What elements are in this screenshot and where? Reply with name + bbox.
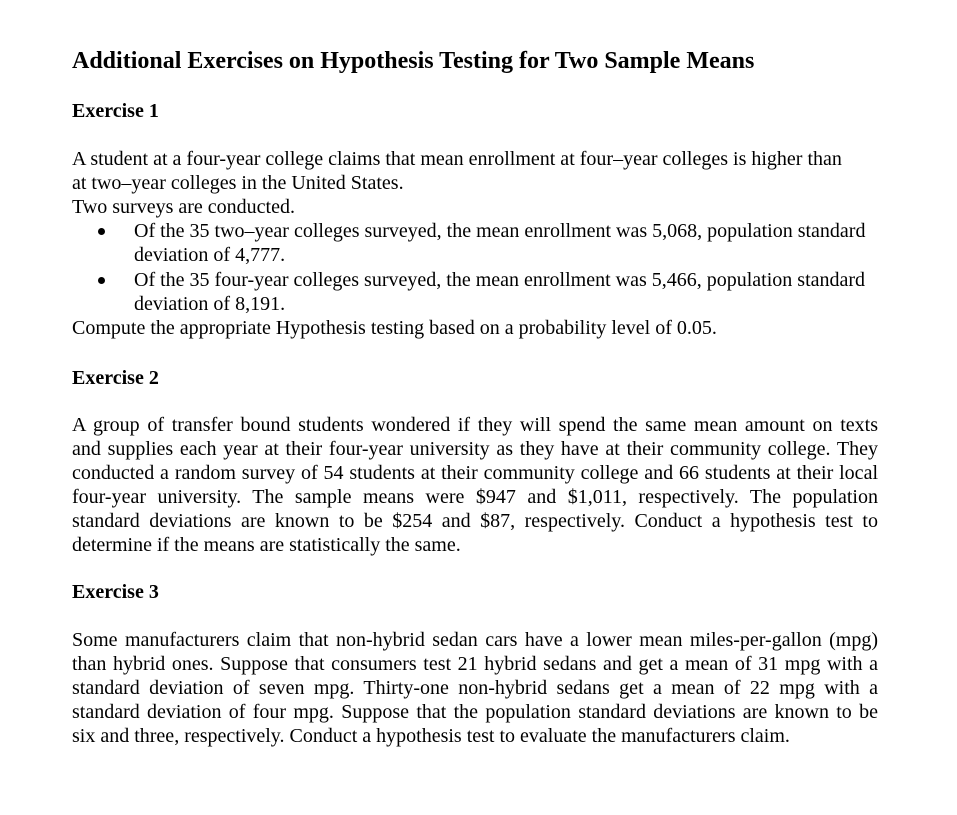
exercise-3-body: [72, 628, 878, 748]
exercise-2-heading: Exercise 2: [72, 367, 159, 389]
exercise-3-heading: Exercise 3: [72, 581, 159, 603]
exercise-1-intro-line: at two–year colleges in the United States.: [72, 172, 404, 194]
bullet-line: deviation of 8,191.: [134, 293, 286, 315]
exercise-1-setup: Two surveys are conducted.: [72, 196, 295, 218]
exercise-2-line: and supplies each year at their four-year university as they have at their community college. They: [72, 438, 878, 460]
exercise-2-line: conducted a random survey of 54 students at their community college and 66 students at their local: [72, 462, 878, 484]
bullet-item: [98, 219, 882, 267]
bullet-icon: [98, 277, 105, 284]
bullet-line: Of the 35 four-year colleges surveyed, the mean enrollment was 5,466, population standard: [134, 269, 866, 291]
bullet-item: [98, 268, 882, 316]
exercise-3-line: Some manufacturers claim that non-hybrid sedan cars have a lower mean miles-per-gallon (mpg): [72, 629, 878, 651]
exercise-3-line: standard deviation of seven mpg. Thirty-one non-hybrid sedans get a mean of 22 mpg with a: [72, 677, 878, 699]
exercise-2-line: A group of transfer bound students wondered if they will spend the same mean amount on texts: [72, 414, 878, 436]
exercise-1-intro: [72, 147, 878, 219]
exercise-2-body: [72, 413, 878, 557]
bullet-line: deviation of 4,777.: [134, 244, 286, 266]
bullet-line: Of the 35 two–year colleges surveyed, the mean enrollment was 5,068, population standard: [134, 220, 866, 242]
exercise-2-line: four-year university. The sample means were $947 and $1,011, respectively. The population: [72, 486, 878, 508]
exercise-1-bullet-list: [98, 219, 882, 317]
exercise-3-line: than hybrid ones. Suppose that consumers test 21 hybrid sedans and get a mean of 31 mpg with a: [72, 653, 878, 675]
document-title: Additional Exercises on Hypothesis Testing for Two Sample Means: [72, 48, 755, 74]
exercise-3-line: six and three, respectively. Conduct a hypothesis test to evaluate the manufacturers claim.: [72, 725, 790, 747]
bullet-icon: [98, 228, 105, 235]
exercise-2-line: standard deviations are known to be $254 and $87, respectively. Conduct a hypothesis test to: [72, 510, 878, 532]
exercise-1-heading: Exercise 1: [72, 100, 159, 122]
exercise-2-line: determine if the means are statistically the same.: [72, 534, 461, 556]
exercise-1-intro-line: A student at a four-year college claims that mean enrollment at four–year colleges is higher than: [72, 148, 842, 170]
exercise-3-line: standard deviation of four mpg. Suppose that the population standard deviations are known to be: [72, 701, 878, 723]
exercise-1-instruction: Compute the appropriate Hypothesis testing based on a probability level of 0.05.: [72, 317, 717, 339]
